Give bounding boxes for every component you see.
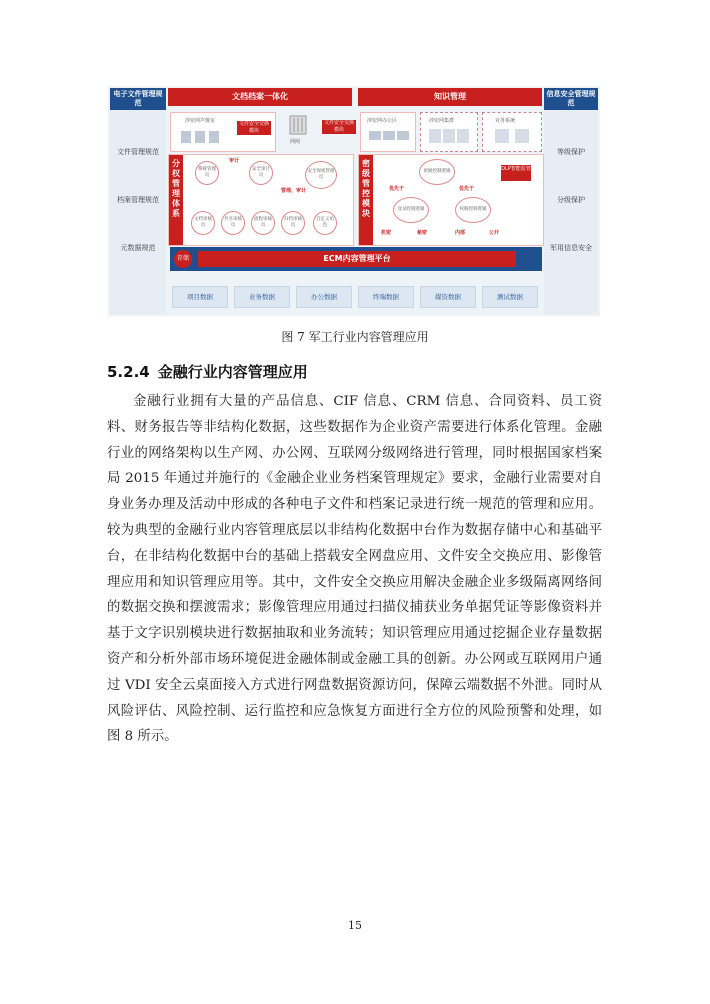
node-flow-reviewer: 流程审核员 <box>251 211 275 235</box>
zone-secret-office-label: 涉密网办公区 <box>367 118 398 124</box>
data-box-office: 办公数据 <box>296 286 352 308</box>
node-custom-role: 自定义角色 <box>313 211 337 235</box>
zone-biz-system-label: 业务系统 <box>495 118 516 124</box>
file-exchange-module-2: 文件安全交换模块 <box>323 120 354 133</box>
node-login-logic: 登录控制逻辑 <box>393 197 429 223</box>
section-heading <box>107 361 308 382</box>
node-security-auditor: 安全审计员 <box>249 161 273 185</box>
audit-tag: 审计 <box>229 158 240 164</box>
level-top-secret: 机密 <box>381 230 392 236</box>
right-standards-column <box>544 88 598 314</box>
page-number: 15 <box>348 919 362 932</box>
cluster-server-icons <box>427 127 471 147</box>
node-archive-reviewer: 归档审核员 <box>281 211 305 235</box>
node-security-admin: 安全保密管理员 <box>305 161 337 189</box>
left-item-metadata: 元数据规范 <box>120 244 156 252</box>
section-number: 5.2.4 <box>107 363 150 381</box>
panel-separation-of-powers <box>168 154 354 246</box>
server-icons <box>179 129 229 145</box>
panel-classification-control <box>358 154 544 246</box>
right-item-military-security: 军用信息安全 <box>550 244 592 252</box>
header-knowledge: 知识管理 <box>358 88 542 106</box>
dlp-box: DLP智能监管 <box>501 165 531 181</box>
zone-secret-office <box>360 112 416 152</box>
zone-secret-av-room-label: 涉密网声像室 <box>185 118 216 124</box>
data-box-project: 项目数据 <box>172 286 228 308</box>
file-exchange-module-1: 文件安全交换模块 <box>238 121 269 134</box>
left-standards-column <box>110 88 166 314</box>
level-public: 公开 <box>489 230 500 236</box>
node-doc-reviewer: 文档审核员 <box>191 211 215 235</box>
priority-tag-right: 优先于 <box>459 186 475 192</box>
node-share-reviewer: 共享审核员 <box>221 211 245 235</box>
gateway-icon <box>284 114 312 138</box>
level-internal: 内部 <box>455 230 466 236</box>
right-item-level-protect: 等级保护 <box>557 148 585 156</box>
computer-icons <box>367 127 411 147</box>
ecm-platform-bar <box>170 247 542 271</box>
right-item-class-protect: 分级保护 <box>557 196 585 204</box>
header-doc-archive: 文档档案一体化 <box>168 88 352 106</box>
level-secret: 秘密 <box>417 230 428 236</box>
zone-secret-cluster <box>420 112 478 152</box>
body-paragraph: 金融行业拥有大量的产品信息、CIF 信息、CRM 信息、合同资料、员工资料、财务报告等非结构化数据，这些数据作为企业资产需要进行体系化管理。金融行业的网络架构以生产网、办公网、互联网分级网络进行管理，同时根据国家档案局 2015 年通过并施行的《金融企业业务档案管理规定》要求，金融行业需要对自身业务办理及活动中形成的各种电子文件和档案记录进行统一规范的管理和应用。较为典型的金融行业内容管理底层以非结构化数据中台作为数据存储中心和基础平台，在非结构化数据中台的基础上搭载安全网盘应用、文件安全交换应用、影像管理应用和知识管理应用等。其中，文件安全交换应用解决金融企业多级隔离网络间的数据交换和摆渡需求；影像管理应用通过扫描仪捕获业务单据凭证等影像资料并基于文字识别模块进行数据抽取和业务流转；知识管理应用通过挖掘企业存量数据资产和分析外部市场环境促进金融体制或金融工具的创新。办公网或互联网用户通过 VDI 安全云桌面接入方式进行网盘数据资源访问，保障云端数据不外泄。同时从风险评估、风险控制、运行监控和应急恢复方面进行全方位的风险预警和处理，如图 8 所示。 <box>107 394 602 745</box>
zone-secret-av-room <box>170 112 276 152</box>
left-item-archive-mgmt: 档案管理规范 <box>117 196 159 204</box>
manage-audit-tag: 管理、审计 <box>281 188 307 194</box>
priority-tag-left: 优先于 <box>389 186 405 192</box>
section-title: 金融行业内容管理应用 <box>157 363 308 381</box>
gateway <box>284 114 312 148</box>
node-permission-logic: 权限控制逻辑 <box>455 197 491 223</box>
zone-secret-cluster-label: 涉密网集群 <box>429 118 455 124</box>
data-sources-row <box>170 286 542 308</box>
zone-biz-system <box>482 112 542 152</box>
biz-server-icons <box>493 127 533 147</box>
right-column-header: 信息安全管理规范 <box>544 88 598 110</box>
separation-of-powers-label: 分权管理体系 <box>169 155 183 245</box>
data-box-business: 业务数据 <box>234 286 290 308</box>
node-system-admin: 系统管理员 <box>195 161 219 185</box>
figure-military-content-management <box>108 86 600 316</box>
storage-badge: 存储 <box>174 250 192 268</box>
left-item-file-mgmt: 文件管理规范 <box>117 148 159 156</box>
gateway-label: 网闸 <box>290 139 301 145</box>
left-column-header: 电子文件管理规范 <box>110 88 166 110</box>
node-classification-logic: 密级控制逻辑 <box>419 159 455 185</box>
ecm-platform-label: ECM内容管理平台 <box>198 251 516 267</box>
data-box-terminal: 终端数据 <box>358 286 414 308</box>
classification-control-label: 密级管控模块 <box>359 155 373 245</box>
data-box-media: 媒资数据 <box>420 286 476 308</box>
data-box-test: 测试数据 <box>482 286 538 308</box>
figure-caption: 图 7 军工行业内容管理应用 <box>281 330 429 344</box>
